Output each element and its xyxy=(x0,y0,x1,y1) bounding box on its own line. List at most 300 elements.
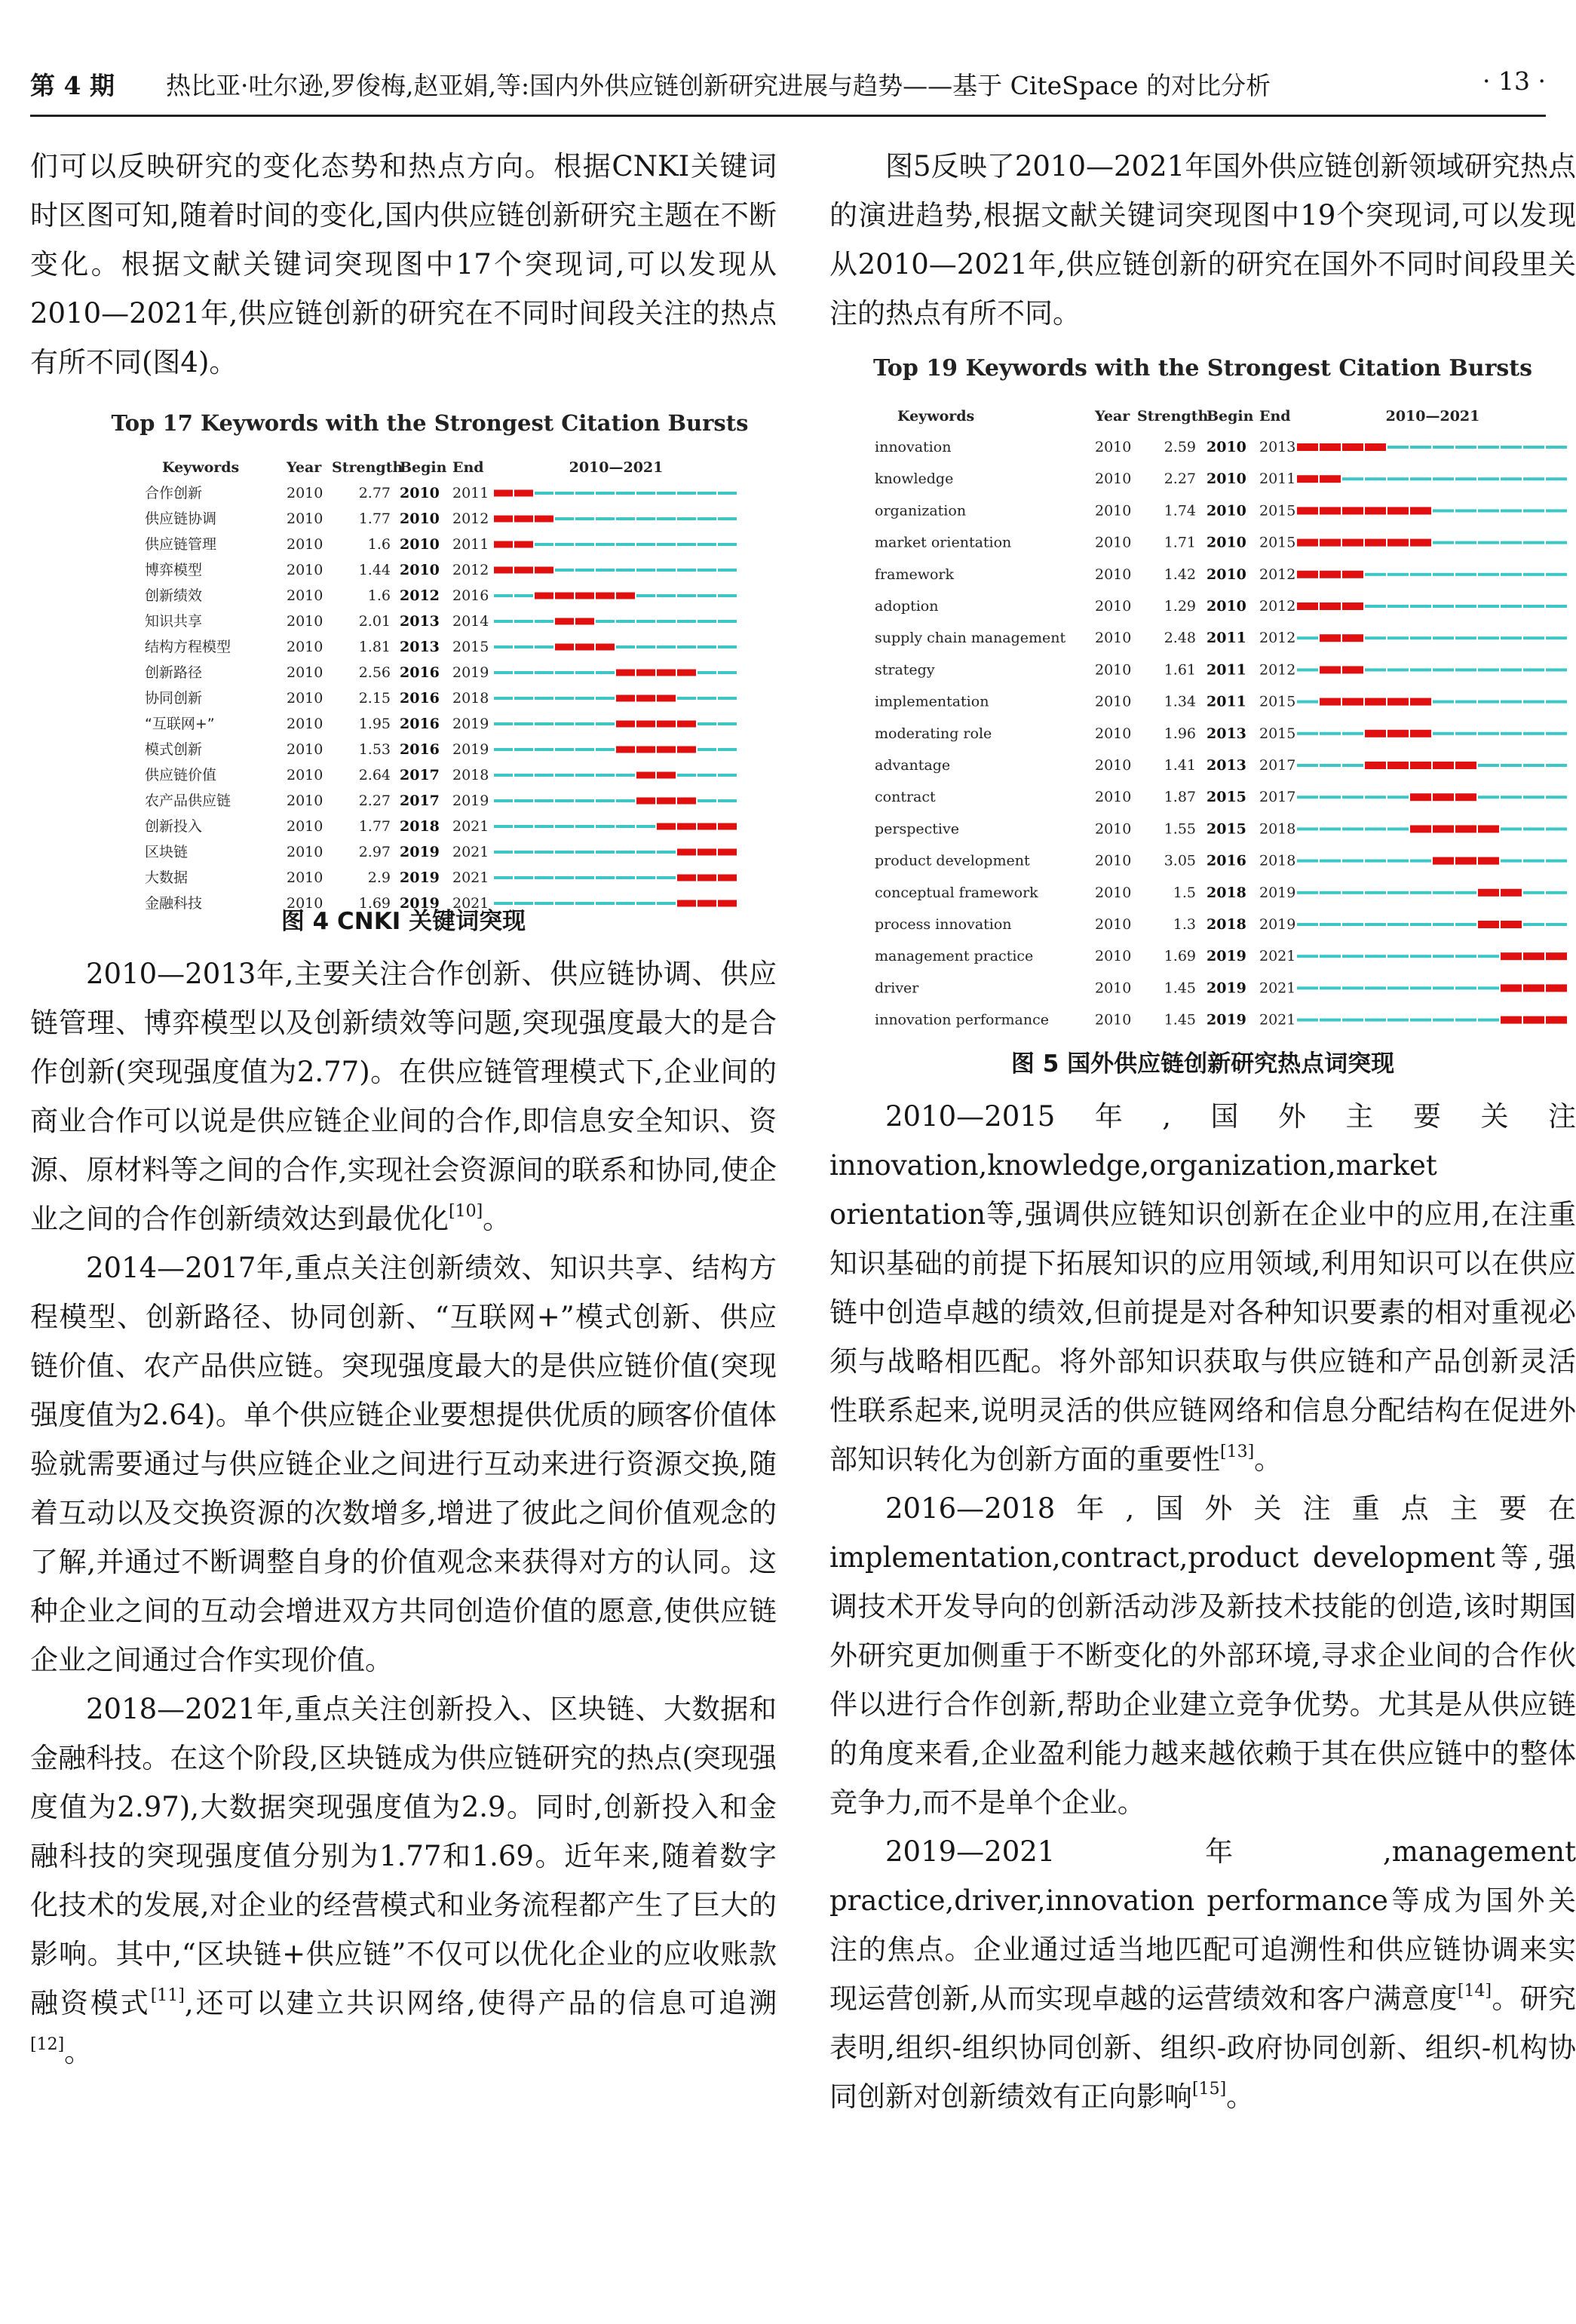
citation-ref-14[interactable]: [14] xyxy=(1457,1982,1492,2001)
citation-ref-10[interactable]: [10] xyxy=(449,1202,483,1221)
undefined-year-segment xyxy=(1342,796,1363,799)
undefined-begin: 2010 xyxy=(1207,471,1246,488)
undefined-year-segment xyxy=(1523,827,1544,830)
undefined-year-segment xyxy=(718,543,737,546)
undefined-keyword: process innovation xyxy=(875,916,1012,933)
undefined-burst-segment xyxy=(1387,730,1409,737)
undefined-year-segment xyxy=(1433,477,1454,480)
undefined-end: 2017 xyxy=(1259,789,1296,806)
undefined-year-segment xyxy=(1387,891,1409,894)
undefined-year-segment xyxy=(1342,955,1363,958)
undefined-end: 2015 xyxy=(1259,693,1296,710)
undefined-burst-segment xyxy=(1297,443,1318,451)
undefined-keyword: management practice xyxy=(875,948,1034,965)
undefined-year-segment xyxy=(616,569,635,572)
undefined-year-segment xyxy=(1433,636,1454,639)
undefined-header-year: Year xyxy=(287,459,322,476)
undefined-year-segment xyxy=(1410,477,1431,480)
undefined-year-segment xyxy=(1478,509,1499,512)
undefined-burst-segment xyxy=(1410,825,1431,832)
undefined-keyword: 创新投入 xyxy=(145,818,203,835)
undefined-begin: 2010 xyxy=(1207,534,1246,551)
undefined-strength: 2.9 xyxy=(367,869,391,886)
undefined-year-segment xyxy=(657,620,676,623)
header-rule xyxy=(30,115,1546,117)
undefined-keyword: “互联网+” xyxy=(145,716,215,732)
undefined-year-segment xyxy=(1501,636,1522,639)
undefined-year-segment xyxy=(596,517,615,520)
undefined-year-segment xyxy=(596,825,615,828)
undefined-year-segment xyxy=(1501,827,1522,830)
undefined-end: 2021 xyxy=(452,895,489,912)
undefined-year-segment xyxy=(1410,605,1431,608)
undefined-year-segment xyxy=(1297,701,1318,704)
undefined-strength: 1.3 xyxy=(1173,916,1196,933)
citation-ref-15[interactable]: [15] xyxy=(1192,2080,1227,2099)
undefined-burst-segment xyxy=(596,644,615,651)
undefined-burst-segment xyxy=(1320,443,1341,451)
undefined-year-segment xyxy=(1501,446,1522,449)
undefined-keyword: 供应链协调 xyxy=(145,510,217,527)
undefined-burst-segment xyxy=(1433,857,1454,865)
undefined-end: 2021 xyxy=(452,818,489,835)
undefined-year-segment xyxy=(1387,573,1409,576)
undefined-year-segment xyxy=(555,799,574,802)
undefined-year-segment xyxy=(677,697,696,700)
undefined-year-segment xyxy=(1433,1019,1454,1022)
undefined-burst-segment xyxy=(1455,762,1476,769)
undefined-end: 2021 xyxy=(1259,948,1296,965)
undefined-end: 2012 xyxy=(1259,598,1296,615)
undefined-burst-segment xyxy=(555,618,574,625)
undefined-year: 2010 xyxy=(287,485,323,501)
undefined-year-segment xyxy=(1342,860,1363,863)
undefined-year-segment xyxy=(1320,827,1341,830)
undefined-burst-segment xyxy=(1342,698,1363,706)
undefined-year-segment xyxy=(1387,668,1409,671)
undefined-burst-segment xyxy=(1365,698,1386,706)
undefined-year-segment xyxy=(1523,732,1544,735)
undefined-year-segment xyxy=(698,748,716,751)
undefined-keyword: conceptual framework xyxy=(875,884,1038,901)
undefined-burst-segment xyxy=(1365,539,1386,547)
undefined-year: 2010 xyxy=(1095,693,1132,710)
undefined-year-segment xyxy=(616,543,635,546)
undefined-burst-segment xyxy=(657,798,676,805)
page-number: · 13 · xyxy=(1482,66,1546,96)
undefined-end: 2015 xyxy=(1259,725,1296,742)
undefined-year-segment xyxy=(1433,541,1454,544)
undefined-burst-segment xyxy=(636,670,655,676)
undefined-year-segment xyxy=(636,492,655,495)
undefined-year: 2010 xyxy=(287,639,323,655)
undefined-year-segment xyxy=(677,645,696,648)
undefined-burst-segment xyxy=(1365,507,1386,514)
undefined-begin: 2010 xyxy=(400,485,440,501)
undefined-year-segment xyxy=(1523,636,1544,639)
undefined-burst-segment xyxy=(657,747,676,753)
undefined-burst-segment xyxy=(514,490,533,497)
undefined-burst-segment xyxy=(1342,571,1363,578)
undefined-burst-segment xyxy=(494,541,513,548)
undefined-burst-segment xyxy=(677,747,696,753)
citation-ref-12[interactable]: [12] xyxy=(30,2035,65,2054)
undefined-strength: 1.5 xyxy=(1173,884,1196,901)
undefined-begin: 2016 xyxy=(1207,852,1246,869)
undefined-header-strength: Strength xyxy=(332,459,403,476)
undefined-year-segment xyxy=(1365,636,1386,639)
undefined-year-segment xyxy=(1320,732,1341,735)
undefined-year-segment xyxy=(1342,986,1363,989)
undefined-begin: 2010 xyxy=(400,510,440,527)
undefined-strength: 1.45 xyxy=(1164,1011,1196,1029)
undefined-strength: 1.87 xyxy=(1164,789,1196,806)
undefined-burst-segment xyxy=(555,593,574,599)
undefined-year-segment xyxy=(1501,732,1522,735)
undefined-keyword: moderating role xyxy=(875,725,992,742)
undefined-year-segment xyxy=(698,594,716,597)
undefined-year-segment xyxy=(718,594,737,597)
undefined-year-segment xyxy=(1501,796,1522,799)
undefined-burst-segment xyxy=(1320,539,1341,547)
undefined-year-segment xyxy=(616,902,635,905)
undefined-year: 2010 xyxy=(287,844,323,860)
undefined-burst-segment xyxy=(1523,1016,1544,1024)
undefined-year-segment xyxy=(657,569,676,572)
undefined-burst-segment xyxy=(616,670,635,676)
undefined-begin: 2019 xyxy=(1207,1011,1246,1029)
undefined-burst-segment xyxy=(677,798,696,805)
undefined-burst-segment xyxy=(616,593,635,599)
undefined-year-segment xyxy=(616,492,635,495)
undefined-year-segment xyxy=(1433,986,1454,989)
undefined-title: Top 17 Keywords with the Strongest Citation Bursts xyxy=(111,410,749,436)
undefined-begin: 2019 xyxy=(400,844,440,860)
undefined-year-segment xyxy=(1478,573,1499,576)
undefined-year-segment xyxy=(718,748,737,751)
undefined-burst-segment xyxy=(616,721,635,728)
undefined-year-segment xyxy=(596,876,615,879)
undefined-year-segment xyxy=(636,620,655,623)
undefined-year-segment xyxy=(1546,732,1567,735)
undefined-year-segment xyxy=(1342,891,1363,894)
undefined-year-segment xyxy=(1320,860,1341,863)
undefined-burst-segment xyxy=(494,490,513,497)
undefined-year-segment xyxy=(494,594,513,597)
undefined-burst-segment xyxy=(514,541,533,548)
undefined-year-segment xyxy=(1433,605,1454,608)
undefined-year-segment xyxy=(636,876,655,879)
undefined-begin: 2010 xyxy=(1207,566,1246,583)
undefined-end: 2011 xyxy=(1259,471,1296,488)
undefined-year: 2010 xyxy=(1095,502,1132,520)
left-paragraph-2: 2010—2013年,主要关注合作创新、供应链协调、供应链管理、博弈模型以及创新绩效等问题,突现强度最大的是合作创新(突现强度值为2.77)。在供应链管理模式下,企业间的商业合作可以说是供应链企业间的合作,即信息安全知识、资源、原材料等之间的合作,实现社会资源间的联系和协同,使企业之间的合作创新绩效达到最优化[10]。 xyxy=(30,958,777,1235)
undefined-end: 2012 xyxy=(452,510,489,527)
undefined-year-segment xyxy=(1501,860,1522,863)
undefined-year: 2010 xyxy=(287,818,323,835)
undefined-year-segment xyxy=(698,722,716,725)
undefined-year-segment xyxy=(575,543,594,546)
undefined-burst-segment xyxy=(1410,698,1431,706)
undefined-year-segment xyxy=(1387,477,1409,480)
undefined-burst-segment xyxy=(1342,507,1363,514)
undefined-year-segment xyxy=(555,492,574,495)
undefined-strength: 1.81 xyxy=(358,639,391,655)
undefined-year-segment xyxy=(636,569,655,572)
undefined-year-segment xyxy=(1410,986,1431,989)
undefined-burst-segment xyxy=(535,593,553,599)
undefined-year-segment xyxy=(1523,923,1544,926)
undefined-year-segment xyxy=(1297,923,1318,926)
undefined-burst-segment xyxy=(1546,952,1567,960)
undefined-year-segment xyxy=(657,517,676,520)
undefined-strength: 1.53 xyxy=(358,741,391,758)
undefined-burst-segment xyxy=(698,849,716,856)
undefined-begin: 2011 xyxy=(1207,630,1246,647)
undefined-year-segment xyxy=(1501,701,1522,704)
undefined-year-segment xyxy=(1297,796,1318,799)
undefined-year-segment xyxy=(1297,1019,1318,1022)
undefined-year-segment xyxy=(1365,860,1386,863)
undefined-year: 2010 xyxy=(1095,916,1132,933)
undefined-burst-segment xyxy=(657,695,676,702)
figure-5-caption: 图 5 国外供应链创新研究热点词突现 xyxy=(1010,1050,1395,1078)
undefined-year-segment xyxy=(514,774,533,777)
undefined-year-segment xyxy=(1297,955,1318,958)
undefined-burst-segment xyxy=(1455,793,1476,801)
undefined-year-segment xyxy=(1365,668,1386,671)
undefined-burst-segment xyxy=(1320,571,1341,578)
undefined-year-segment xyxy=(657,645,676,648)
undefined-year-segment xyxy=(1433,573,1454,576)
undefined-header-end: End xyxy=(1259,408,1291,425)
citation-ref-13[interactable]: [13] xyxy=(1220,1443,1255,1461)
undefined-year-segment xyxy=(616,645,635,648)
undefined-year-segment xyxy=(657,594,676,597)
undefined-year-segment xyxy=(1342,827,1363,830)
citation-ref-11[interactable]: [11] xyxy=(150,1986,185,2005)
undefined-year-segment xyxy=(555,851,574,854)
undefined-keyword: 创新绩效 xyxy=(145,587,203,604)
undefined-year-segment xyxy=(1478,955,1499,958)
undefined-year-segment xyxy=(1320,955,1341,958)
undefined-burst-segment xyxy=(1320,507,1341,514)
undefined-end: 2018 xyxy=(452,767,489,783)
undefined-year-segment xyxy=(535,492,553,495)
undefined-year-segment xyxy=(657,492,676,495)
undefined-year-segment xyxy=(514,876,533,879)
undefined-burst-segment xyxy=(1501,1016,1522,1024)
undefined-year-segment xyxy=(1478,477,1499,480)
undefined-begin: 2010 xyxy=(400,536,440,553)
undefined-year: 2010 xyxy=(1095,534,1132,551)
undefined-burst-segment xyxy=(1297,539,1318,547)
undefined-year-segment xyxy=(514,697,533,700)
undefined-year-segment xyxy=(494,876,513,879)
undefined-year-segment xyxy=(1410,446,1431,449)
undefined-year-segment xyxy=(596,774,615,777)
undefined-burst-segment xyxy=(1410,730,1431,737)
undefined-year-segment xyxy=(1501,573,1522,576)
undefined-burst-segment xyxy=(718,900,737,907)
undefined-year-segment xyxy=(494,620,513,623)
undefined-strength: 1.29 xyxy=(1164,598,1196,615)
undefined-begin: 2013 xyxy=(400,613,440,630)
undefined-begin: 2019 xyxy=(400,895,440,912)
undefined-year-segment xyxy=(555,671,574,674)
figure-4 xyxy=(30,400,777,939)
undefined-keyword: supply chain management xyxy=(875,630,1066,647)
undefined-year-segment xyxy=(596,722,615,725)
undefined-burst-segment xyxy=(1297,507,1318,514)
right-column xyxy=(829,142,1576,2121)
undefined-year-segment xyxy=(698,620,716,623)
undefined-year-segment xyxy=(1546,827,1567,830)
undefined-year-segment xyxy=(494,799,513,802)
undefined-strength: 1.96 xyxy=(1164,725,1196,742)
undefined-year-segment xyxy=(718,517,737,520)
undefined-burst-segment xyxy=(1365,730,1386,737)
undefined-year-segment xyxy=(1297,827,1318,830)
undefined-burst-segment xyxy=(1342,602,1363,610)
undefined-year-segment xyxy=(1410,891,1431,894)
undefined-year-segment xyxy=(1455,955,1476,958)
undefined-year-segment xyxy=(555,543,574,546)
undefined-year-segment xyxy=(494,825,513,828)
undefined-burst-segment xyxy=(657,823,676,830)
undefined-begin: 2010 xyxy=(1207,502,1246,520)
right-paragraph-2: 2010—2015年,国外主要关注innovation,knowledge,organization,market orientation等,强调供应链知识创新在企业中的应用,在注重知识基础的前提下拓展知识的应用领域,利用知识可以在供应链中创造卓越的绩效,但前提是对各种知识要素的相对重视必须与战略相匹配。将外部知识获取与供应链和产品创新灵活性联系起来,说明灵活的供应链网络和信息分配结构在促进外部知识转化为创新方面的重要性[13]。 xyxy=(829,1100,1576,1476)
undefined-year-segment xyxy=(1455,668,1476,671)
undefined-keyword: 合作创新 xyxy=(145,485,203,501)
undefined-year-segment xyxy=(1433,891,1454,894)
undefined-begin: 2011 xyxy=(1207,693,1246,710)
undefined-year: 2010 xyxy=(1095,661,1132,679)
undefined-year-segment xyxy=(1546,477,1567,480)
undefined-year-segment xyxy=(575,825,594,828)
undefined-year-segment xyxy=(514,851,533,854)
undefined-year: 2010 xyxy=(1095,884,1132,901)
undefined-year: 2010 xyxy=(1095,852,1132,869)
undefined-begin: 2016 xyxy=(400,741,440,758)
figure-5 xyxy=(829,348,1576,1081)
undefined-burst-segment xyxy=(677,849,696,856)
undefined-year: 2010 xyxy=(1095,820,1132,838)
undefined-year-segment xyxy=(575,492,594,495)
undefined-year-segment xyxy=(1320,796,1341,799)
undefined-header-range: 2010—2021 xyxy=(569,459,664,476)
undefined-year-segment xyxy=(1410,668,1431,671)
undefined-year-segment xyxy=(555,902,574,905)
undefined-burst-segment xyxy=(616,747,635,753)
undefined-year-segment xyxy=(514,748,533,751)
undefined-year-segment xyxy=(698,569,716,572)
undefined-end: 2012 xyxy=(1259,630,1296,647)
undefined-keyword: 区块链 xyxy=(145,844,189,860)
undefined-year-segment xyxy=(1320,891,1341,894)
undefined-strength: 1.6 xyxy=(367,536,391,553)
undefined-year-segment xyxy=(535,902,553,905)
undefined-year-segment xyxy=(596,902,615,905)
undefined-year-segment xyxy=(1455,636,1476,639)
undefined-year-segment xyxy=(1365,605,1386,608)
undefined-end: 2021 xyxy=(452,844,489,860)
undefined-keyword: 模式创新 xyxy=(145,741,203,758)
undefined-burst-segment xyxy=(1501,921,1522,928)
undefined-year-segment xyxy=(1297,636,1318,639)
undefined-year-segment xyxy=(718,671,737,674)
undefined-year-segment xyxy=(1455,986,1476,989)
undefined-year-segment xyxy=(596,543,615,546)
undefined-burst-segment xyxy=(1387,539,1409,547)
undefined-strength: 2.27 xyxy=(358,793,391,809)
undefined-keyword: 博弈模型 xyxy=(145,562,203,578)
undefined-year: 2010 xyxy=(287,664,323,681)
undefined-end: 2014 xyxy=(452,613,489,630)
undefined-year-segment xyxy=(616,774,635,777)
undefined-burst-segment xyxy=(1523,984,1544,992)
undefined-year-segment xyxy=(1546,668,1567,671)
undefined-year-segment xyxy=(1297,986,1318,989)
undefined-burst-segment xyxy=(1478,921,1499,928)
undefined-year-segment xyxy=(514,825,533,828)
undefined-year-segment xyxy=(555,697,574,700)
undefined-begin: 2010 xyxy=(400,562,440,578)
undefined-keyword: organization xyxy=(875,502,967,520)
undefined-year-segment xyxy=(1365,891,1386,894)
undefined-year-segment xyxy=(1455,891,1476,894)
undefined-burst-segment xyxy=(1342,666,1363,673)
undefined-header-keywords: Keywords xyxy=(162,459,240,476)
undefined-end: 2013 xyxy=(1259,439,1296,455)
undefined-year-segment xyxy=(1365,955,1386,958)
undefined-year-segment xyxy=(1433,923,1454,926)
undefined-year-segment xyxy=(1387,827,1409,830)
undefined-year-segment xyxy=(494,722,513,725)
undefined-burst-segment xyxy=(677,721,696,728)
undefined-burst-segment xyxy=(1501,889,1522,897)
undefined-year-segment xyxy=(1455,1019,1476,1022)
undefined-strength: 1.6 xyxy=(367,587,391,604)
undefined-year-segment xyxy=(575,517,594,520)
undefined-year-segment xyxy=(698,645,716,648)
undefined-year-segment xyxy=(1342,923,1363,926)
undefined-year-segment xyxy=(575,774,594,777)
undefined-strength: 1.71 xyxy=(1164,534,1196,551)
undefined-year-segment xyxy=(514,671,533,674)
undefined-keyword: strategy xyxy=(875,661,935,679)
undefined-year-segment xyxy=(718,697,737,700)
left-column xyxy=(30,142,777,2077)
undefined-strength: 1.44 xyxy=(358,562,391,578)
undefined-keyword: advantage xyxy=(875,757,951,774)
undefined-end: 2012 xyxy=(1259,566,1296,583)
undefined-year-segment xyxy=(555,569,574,572)
undefined-year-segment xyxy=(718,799,737,802)
undefined-year-segment xyxy=(555,774,574,777)
undefined-end: 2018 xyxy=(1259,820,1296,838)
undefined-year-segment xyxy=(1297,732,1318,735)
undefined-year-segment xyxy=(1523,764,1544,767)
undefined-year-segment xyxy=(718,722,737,725)
undefined-year-segment xyxy=(657,876,676,879)
undefined-end: 2019 xyxy=(452,664,489,681)
undefined-burst-segment xyxy=(636,747,655,753)
undefined-burst-segment xyxy=(575,644,594,651)
undefined-year-segment xyxy=(555,876,574,879)
undefined-year-segment xyxy=(718,645,737,648)
undefined-burst-segment xyxy=(1546,984,1567,992)
